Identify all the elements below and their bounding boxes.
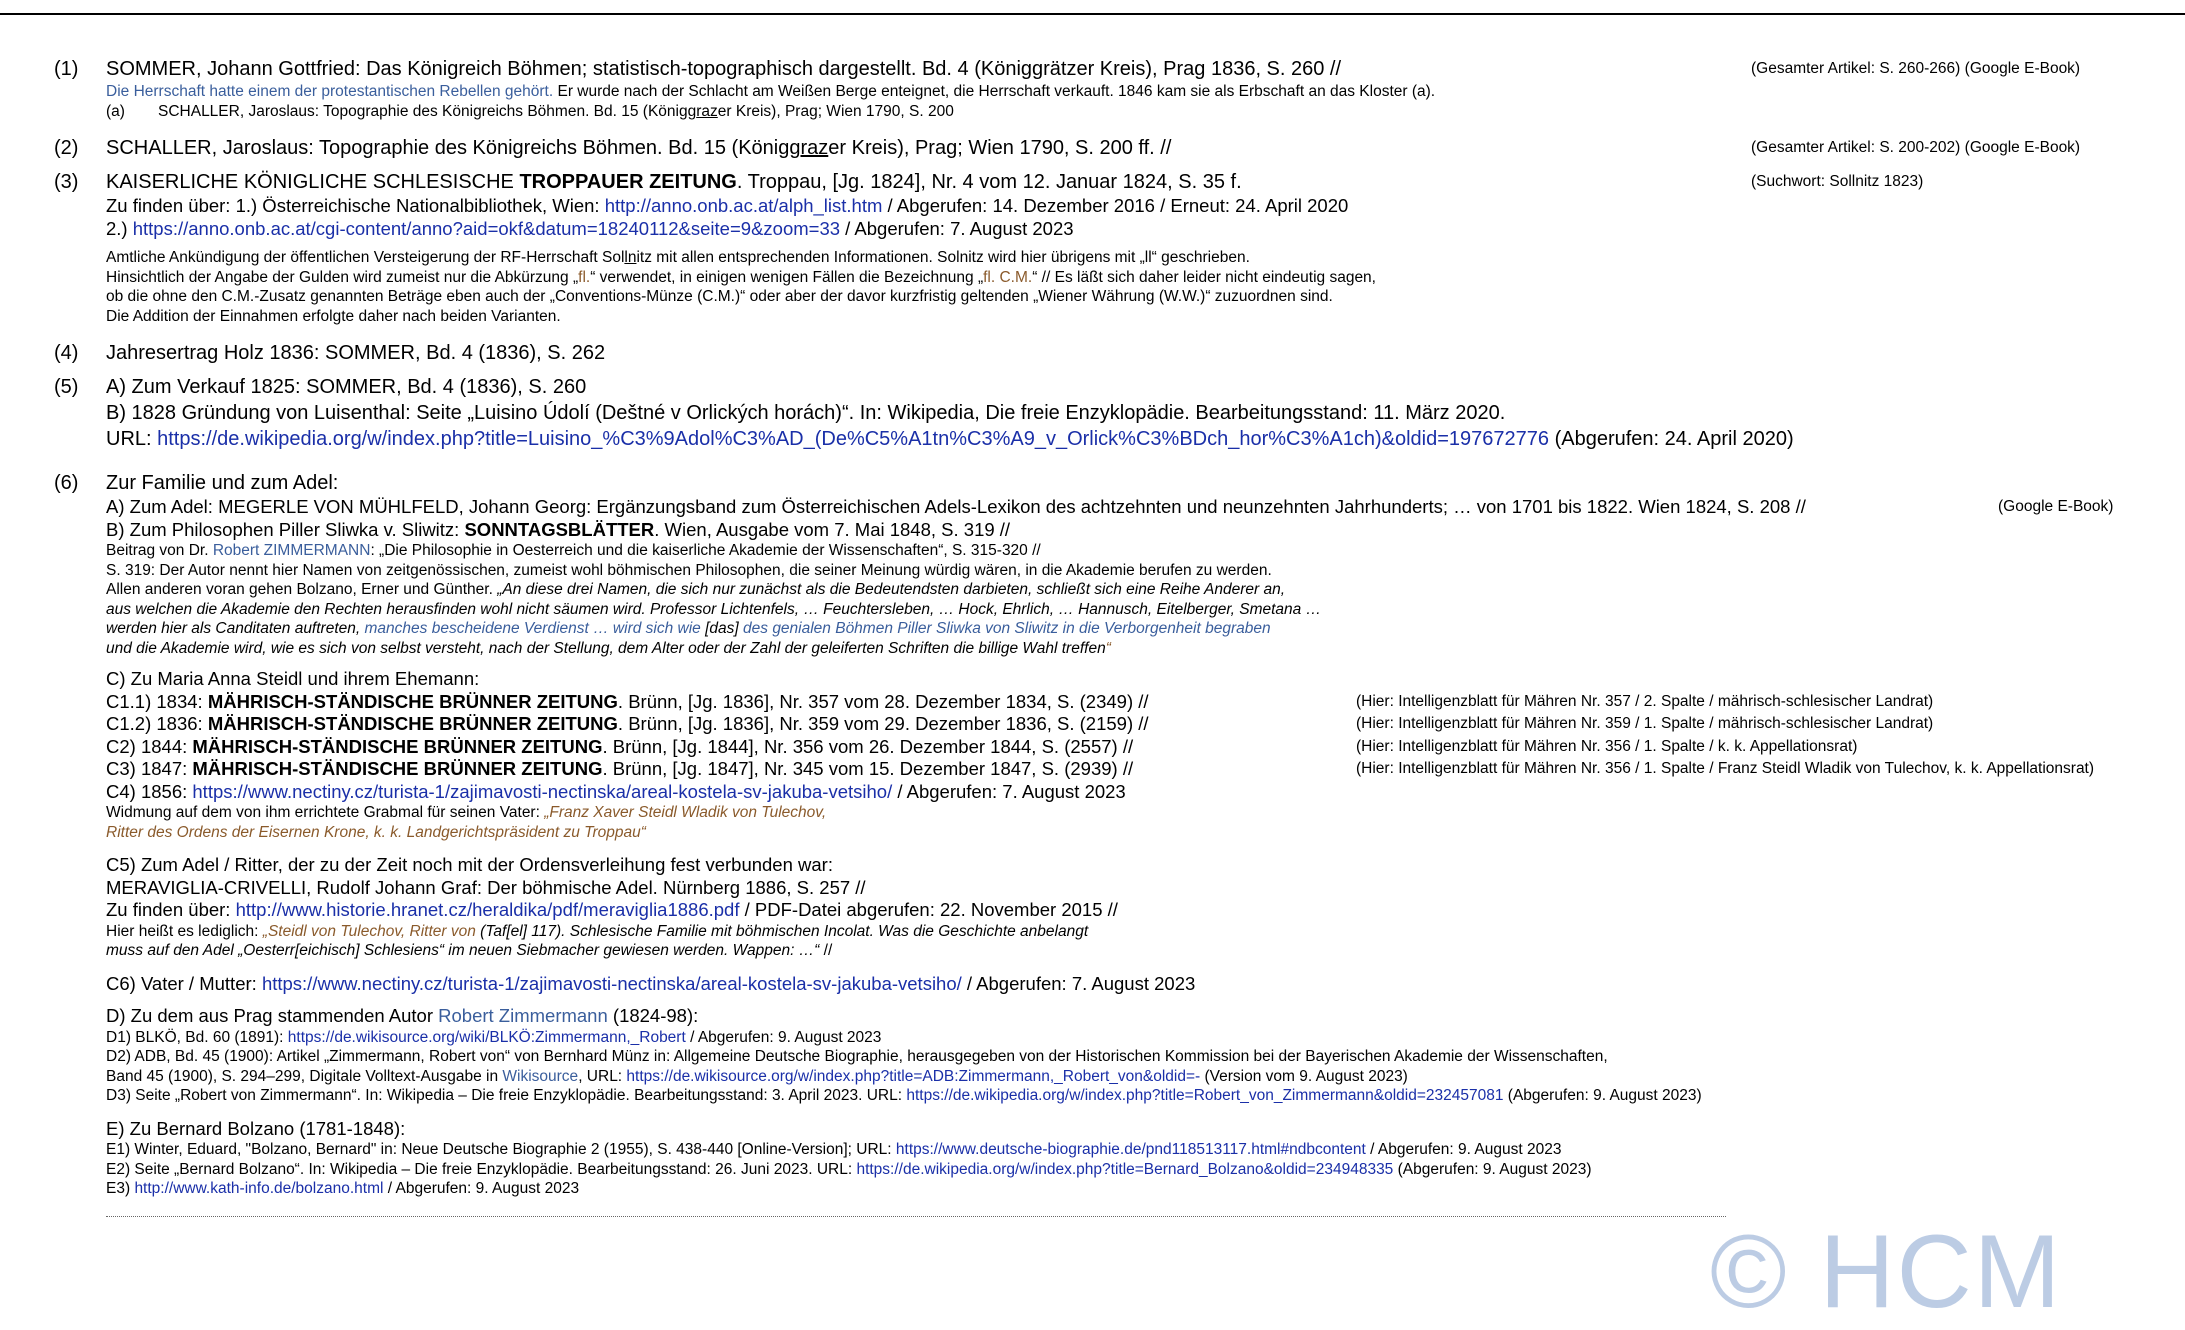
subsection-a: A) Zum Adel: MEGERLE VON MÜHLFELD, Johann Georg: Ergänzungsband zum Österreichischen Adels-Lexikon des achtzehnten und neunzehnten Jahrhunderts; … von 1701 bis 1822. Wien 1824, S. 208 // <box>106 496 1806 517</box>
note-line: Ritter des Ordens der Eisernen Krone, k. k. Landgerichtspräsident zu Troppau“ <box>106 823 646 841</box>
note-line: Allen anderen voran gehen Bolzano, Erner und Günther. „An diese drei Namen, die sich nur zunächst als die Bedeutendsten darbieten, schließt sich eine Reihe Anderer an, <box>106 581 1286 598</box>
wikipedia-zimmermann-link[interactable]: https://de.wikipedia.org/w/index.php?title=Robert_von_Zimmermann&oldid=232457081 <box>906 1087 1504 1104</box>
c4-line: C4) 1856: https://www.nectiny.cz/turista-1/zajimavosti-nectinska/areal-kostela-sv-jakuba-vetsiho/ / Abgerufen: 7. August 2023 <box>106 780 1126 802</box>
source-line-2: 2.) https://anno.onb.ac.at/cgi-content/anno?aid=okf&datum=18240112&seite=9&zoom=33 / Abgerufen: 7. August 2023 <box>106 217 1074 239</box>
note-paragraph: Hinsichtlich der Angabe der Gulden wird zumeist nur die Abkürzung „fl.“ verwendet, in einigen wenigen Fällen die Bezeichnung „fl. C.M.“ // Es läßt sich daher leider nicht eindeutig sagen, <box>106 268 1376 286</box>
c5-citation: MERAVIGLIA-CRIVELLI, Rudolf Johann Graf: Der böhmische Adel. Nürnberg 1886, S. 257 // <box>106 876 866 898</box>
meraviglia-pdf-link[interactable]: http://www.historie.hranet.cz/heraldika/pdf/meraviglia1886.pdf <box>235 899 740 920</box>
subsection-b: B) Zum Philosophen Piller Sliwka v. Sliwitz: SONNTAGSBLÄTTER. Wien, Ausgabe vom 7. Mai 1848, S. 319 // <box>106 518 1011 540</box>
ndb-link[interactable]: https://www.deutsche-biographie.de/pnd118513117.html#ndbcontent <box>895 1141 1366 1158</box>
note-paragraph: Amtliche Ankündigung der öffentlichen Versteigerung der RF-Herrschaft Sollnitz mit allen entsprechenden Informationen. Solnitz wird hier übrigens mit „ll“ geschrieben. <box>106 249 1250 266</box>
note-line: S. 319: Der Autor nennt hier Namen von zeitgenössischen, zumeist wohl böhmischen Philosophen, die seiner Meinung würdig wären, in die Akademie berufen zu werden. <box>106 561 1272 579</box>
dotted-separator <box>106 1216 1726 1217</box>
c-citation: C2) 1844: MÄHRISCH-STÄNDISCHE BRÜNNER ZEITUNG. Brünn, [Jg. 1844], Nr. 356 vom 26. Dezember 1844, S. (2557) // <box>106 735 1134 757</box>
search-note: (Suchwort: Sollnitz 1823) <box>1751 173 1924 190</box>
footnote-citation: SCHALLER, Jaroslaus: Topographie des Königreichs Böhmen. Bd. 15 (Königgrazer Kreis), Prag; Wien 1790, S. 200 ff. // <box>106 137 1172 159</box>
c-citation: C1.1) 1834: MÄHRISCH-STÄNDISCHE BRÜNNER ZEITUNG. Brünn, [Jg. 1836], Nr. 357 vom 28. Dezember 1834, S. (2349) // <box>106 690 1149 712</box>
c-citation: C3) 1847: MÄHRISCH-STÄNDISCHE BRÜNNER ZEITUNG. Brünn, [Jg. 1847], Nr. 345 vom 15. Dezember 1847, S. (2939) // <box>106 758 1134 779</box>
note-line: Widmung auf dem von ihm errichtete Grabmal für seinen Vater: „Franz Xaver Steidl Wladik von Tulechov, <box>106 804 827 821</box>
c5-line: C5) Zum Adel / Ritter, der zu der Zeit noch mit der Ordensverleihung fest verbunden war: <box>106 854 833 875</box>
watermark-hcm: © HCM <box>1710 1214 2063 1330</box>
footnote-number: (6) <box>54 472 79 494</box>
subsection-e: E) Zu Bernard Bolzano (1781-1848): <box>106 1117 406 1139</box>
subsection-c: C) Zu Maria Anna Steidl und ihrem Ehemann: <box>106 668 480 689</box>
footnote-note: Die Herrschaft hatte einem der protestantischen Rebellen gehört. Er wurde nach der Schlacht am Weißen Berge enteignet, die Herrschaft verkauft. 1846 kam sie als Erbschaft an das Kloster (a). <box>106 83 1436 100</box>
footnote-citation: KAISERLICHE KÖNIGLICHE SCHLESISCHE TROPPAUER ZEITUNG. Troppau, [Jg. 1824], Nr. 4 vom 12. Januar 1824, S. 35 f. <box>106 171 1242 193</box>
footnote-1 <box>54 56 2144 121</box>
c-row <box>106 758 2144 781</box>
wikipedia-bolzano-link[interactable]: https://de.wikipedia.org/w/index.php?title=Bernard_Bolzano&oldid=234948335 <box>856 1160 1394 1178</box>
note-line: aus welchen die Akademie den Rechten herausfinden wohl nicht säumen wird. Professor Lichtenfels, … Feuchtersleben, … Hock, Ehrlich, … Hannusch, Eitelberger, Smetana … <box>106 600 1322 618</box>
c-side-note: (Hier: Intelligenzblatt für Mähren Nr. 356 / 1. Spalte / Franz Steidl Wladik von Tulechov, k. k. Appellationsrat) <box>1356 760 2095 777</box>
footnote-citation: SOMMER, Johann Gottfried: Das Königreich Böhmen; statistisch-topographisch dargestellt. Bd. 4 (Königgrätzer Kreis), Prag 1836, S. 260 // <box>106 58 1342 80</box>
c6-line: C6) Vater / Mutter: https://www.nectiny.cz/turista-1/zajimavosti-nectinska/areal-kostela-sv-jakuba-vetsiho/ / Abgerufen: 7. August 2023 <box>106 972 1196 994</box>
footnote-3 <box>54 169 2144 326</box>
c-side-note: (Hier: Intelligenzblatt für Mähren Nr. 357 / 2. Spalte / mährisch-schlesischer Landrat) <box>1356 692 1934 710</box>
subsection-d: D) Zu dem aus Prag stammenden Autor Robert Zimmermann (1824-98): <box>106 1005 699 1026</box>
c-rows <box>106 691 2144 781</box>
footnote-number: (5) <box>54 376 79 398</box>
footnote-subref: (a) SCHALLER, Jaroslaus: Topographie des Königreichs Böhmen. Bd. 15 (Königgrazer Kreis), Prag; Wien 1790, S. 200 <box>106 102 954 120</box>
source-note: (Gesamter Artikel: S. 200-202) (Google E-Book) <box>1751 139 2081 156</box>
kath-info-link[interactable]: http://www.kath-info.de/bolzano.html <box>134 1180 384 1197</box>
footnote-number: (3) <box>54 171 79 193</box>
footnote-number: (1) <box>54 58 79 80</box>
source-note: (Google E-Book) <box>1998 498 2114 515</box>
e1-line: E1) Winter, Eduard, "Bolzano, Bernard" in: Neue Deutsche Biographie 2 (1955), S. 438-440 [Online-Version]; URL: https://www.deutsche-biographie.de/pnd118513117.html#ndbcontent / Abgerufen: 9. August 2023 <box>106 1141 1562 1158</box>
top-rule <box>0 13 2185 15</box>
nectiny-link[interactable]: https://www.nectiny.cz/turista-1/zajimavosti-nectinska/areal-kostela-sv-jakuba-vetsiho/ <box>192 780 893 802</box>
note-line: und die Akademie wird, wie es sich von selbst versteht, nach der Stellung, dem Alter oder der Zahl der geleiferten Schriften die billige Wahl treffen“ <box>106 639 1111 657</box>
footnote-url-line: URL: https://de.wikipedia.org/w/index.php?title=Luisino_%C3%9Adol%C3%AD_(De%C5%A1tn%C3%A9_v_Orlick%C3%BDch_hor%C3%A1ch)&oldid=197672776 (Abgerufen: 24. April 2020) <box>106 428 1794 450</box>
note-line: Beitrag von Dr. Robert ZIMMERMANN: „Die Philosophie in Oesterreich und die kaiserliche Akademie der Wissenschaften“, S. 315-320 // <box>106 542 1041 559</box>
c-row <box>106 736 2144 759</box>
c-citation: C1.2) 1836: MÄHRISCH-STÄNDISCHE BRÜNNER ZEITUNG. Brünn, [Jg. 1836], Nr. 359 vom 29. Dezember 1836, S. (2159) // <box>106 713 1149 734</box>
d3-line: D3) Seite „Robert von Zimmermann“. In: Wikipedia – Die freie Enzyklopädie. Bearbeitungsstand: 3. April 2023. URL: https://de.wikipedia.org/w/index.php?title=Robert_von_Zimmermann&oldid=232457081 (Abgerufen: 9. August 2023) <box>106 1087 1702 1104</box>
footnote-4 <box>54 340 2144 366</box>
wikipedia-luisino-link[interactable]: https://de.wikipedia.org/w/index.php?title=Luisino_%C3%9Adol%C3%AD_(De%C5%A1tn%C3%A9_v_Orlick%C3%BDch_hor%C3%A1ch)&oldid=197672776 <box>157 428 1550 450</box>
footnote-number: (4) <box>54 342 79 364</box>
footnote-5 <box>54 374 2144 452</box>
d2-line-2: Band 45 (1900), S. 294–299, Digitale Volltext-Ausgabe in Wikisource, URL: https://de.wikisource.org/w/index.php?title=ADB:Zimmermann,_Robert_von&oldid=- (Version vom 9. August 2023) <box>106 1067 1408 1085</box>
footnote-citation: A) Zum Verkauf 1825: SOMMER, Bd. 4 (1836), S. 260 <box>106 376 587 398</box>
anno-link[interactable]: https://anno.onb.ac.at/cgi-content/anno?aid=okf&datum=18240112&seite=9&zoom=33 <box>132 217 841 239</box>
footnote-2 <box>54 135 2144 161</box>
note-paragraph: Die Addition der Einnahmen erfolgte daher nach beiden Varianten. <box>106 307 561 325</box>
c-side-note: (Hier: Intelligenzblatt für Mähren Nr. 356 / 1. Spalte / k. k. Appellationsrat) <box>1356 737 1858 755</box>
e3-line: E3) http://www.kath-info.de/bolzano.html / Abgerufen: 9. August 2023 <box>106 1180 580 1197</box>
d1-line: D1) BLKÖ, Bd. 60 (1891): https://de.wikisource.org/wiki/BLKÖ:Zimmermann,_Robert / Abgerufen: 9. August 2023 <box>106 1028 882 1046</box>
source-note: (Gesamter Artikel: S. 260-266) (Google E-Book) <box>1751 60 2081 77</box>
note-line: muss auf den Adel „Oesterr[eichisch] Schlesiens“ im neuen Siebmacher gewiesen werden. Wappen: …“ // <box>106 942 833 959</box>
c-side-note: (Hier: Intelligenzblatt für Mähren Nr. 359 / 1. Spalte / mährisch-schlesischer Landrat) <box>1356 715 1934 732</box>
onb-link[interactable]: http://anno.onb.ac.at/alph_list.htm <box>604 195 883 216</box>
nectiny-link-2[interactable]: https://www.nectiny.cz/turista-1/zajimavosti-nectinska/areal-kostela-sv-jakuba-vetsiho/ <box>261 972 962 994</box>
e2-line: E2) Seite „Bernard Bolzano“. In: Wikipedia – Die freie Enzyklopädie. Bearbeitungsstand: 26. Juni 2023. URL: https://de.wikipedia.org/w/index.php?title=Bernard_Bolzano&oldid=234948335 (Abgerufen: 9. August 2023) <box>106 1160 1592 1178</box>
section-heading: Zur Familie und zum Adel: <box>106 472 339 494</box>
note-line: werden hier als Canditaten auftreten, manches bescheidene Verdienst … wird sich wie [das] des genialen Böhmen Piller Sliwka von Sliwitz in die Verborgenheit begraben <box>106 620 1271 637</box>
footnote-number: (2) <box>54 137 79 159</box>
c5-source: Zu finden über: http://www.historie.hranet.cz/heraldika/pdf/meraviglia1886.pdf / PDF-Datei abgerufen: 22. November 2015 // <box>106 899 1118 920</box>
footnotes <box>54 56 2144 1199</box>
note-line: Hier heißt es lediglich: „Steidl von Tulechov, Ritter von (Taf[el] 117). Schlesische Familie mit böhmischen Incolat. Was die Geschichte anbelangt <box>106 922 1089 940</box>
note-paragraph: ob die ohne den C.M.-Zusatz genannten Beträge eben auch der „Conventions-Münze (C.M.)“ oder aber der davor kurzfristig geltenden „Wiener Währung (W.W.)“ zuzuordnen sind. <box>106 288 1333 305</box>
footnote-6 <box>54 470 2144 1199</box>
footnote-citation: Jahresertrag Holz 1836: SOMMER, Bd. 4 (1836), S. 262 <box>106 342 606 364</box>
source-line-1: Zu finden über: 1.) Österreichische Nationalbibliothek, Wien: http://anno.onb.ac.at/alph_list.htm / Abgerufen: 14. Dezember 2016 / Erneut: 24. April 2020 <box>106 195 1349 216</box>
adb-link[interactable]: https://de.wikisource.org/w/index.php?title=ADB:Zimmermann,_Robert_von&oldid=- <box>626 1067 1201 1085</box>
d2-line: D2) ADB, Bd. 45 (1900): Artikel „Zimmermann, Robert von“ von Bernhard Münz in: Allgemeine Deutsche Biographie, herausgegeben von der Historischen Kommission bei der Bayerischen Akademie der Wissenschaften, <box>106 1048 1608 1065</box>
c-row <box>106 713 2144 736</box>
blko-link[interactable]: https://de.wikisource.org/wiki/BLKÖ:Zimmermann,_Robert <box>287 1028 686 1046</box>
footnote-citation: B) 1828 Gründung von Luisenthal: Seite „Luisino Údolí (Deštné v Orlických horách)“. In: Wikipedia, Die freie Enzyklopädie. Bearbeitungsstand: 11. März 2020. <box>106 402 1506 424</box>
c-row <box>106 691 2144 714</box>
